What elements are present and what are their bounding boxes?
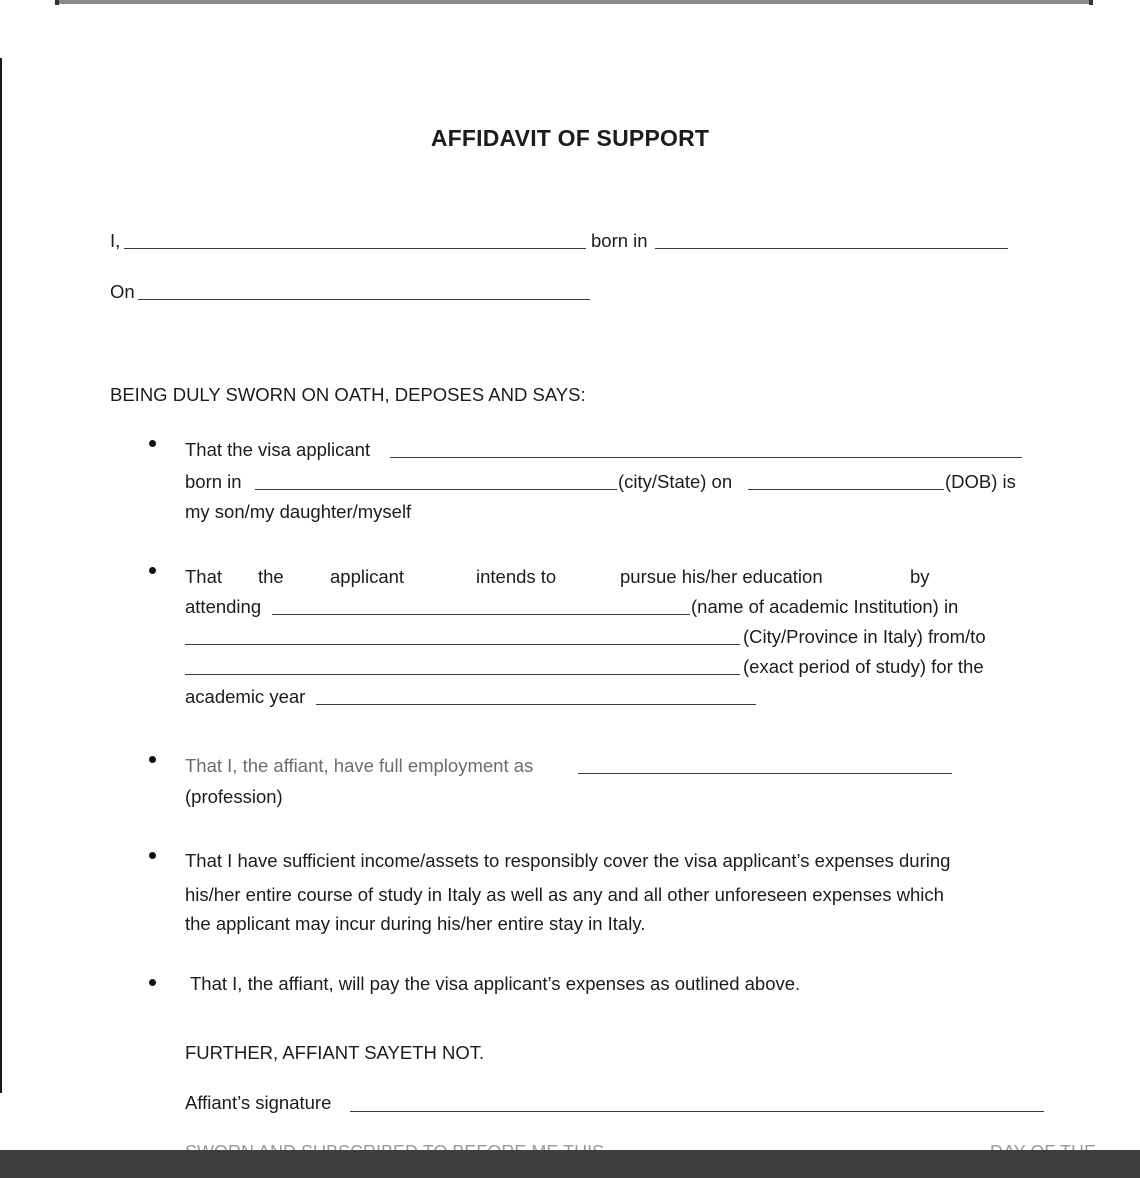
b1-dob-is: (DOB) is: [945, 471, 1016, 492]
b3-line2: (profession): [185, 786, 283, 807]
applicant-city-blank[interactable]: [255, 489, 617, 490]
b5-line1: That I, the affiant, will pay the visa applicant’s expenses as outlined above.: [190, 973, 801, 994]
affiant-birthplace-blank[interactable]: [655, 248, 1008, 249]
signature-label: Affiant’s signature: [185, 1092, 332, 1113]
bullet-point-4: [149, 852, 156, 859]
bottom-toolbar-strip: [0, 1150, 1140, 1178]
bullet-point-2: [149, 567, 156, 574]
b2-period: (exact period of study) for the: [743, 656, 984, 677]
b1-born-in: born in: [185, 471, 242, 492]
b4-line2: his/her entire course of study in Italy as well as any and all other unforeseen expenses which: [185, 884, 944, 905]
visa-applicant-name-blank[interactable]: [390, 457, 1022, 458]
document-title: AFFIDAVIT OF SUPPORT: [430, 125, 710, 151]
affiant-birthdate-blank[interactable]: [138, 299, 590, 300]
b2-word-intends: intends to: [476, 566, 557, 587]
b2-attending: attending: [185, 596, 262, 617]
b2-word-by: by: [910, 566, 930, 587]
b2-institution: (name of academic Institution) in: [691, 596, 959, 617]
b2-word-the: the: [258, 566, 284, 587]
b1-line3: my son/my daughter/myself: [185, 501, 412, 522]
b4-line3: the applicant may incur during his/her entire stay in Italy.: [185, 913, 646, 934]
academic-year-blank[interactable]: [316, 704, 756, 705]
bullet-point-1: [149, 440, 156, 447]
further-statement: FURTHER, AFFIANT SAYETH NOT.: [185, 1042, 485, 1063]
born-in-label: born in: [591, 230, 648, 251]
b2-word-pursue: pursue his/her education: [620, 566, 823, 587]
study-period-blank[interactable]: [185, 674, 740, 675]
b2-academic-year: academic year: [185, 686, 306, 707]
on-label: On: [110, 281, 135, 302]
b4-line1: That I have sufficient income/assets to responsibly cover the visa applicant’s expenses during: [185, 850, 951, 871]
b2-city-province: (City/Province in Italy) from/to: [743, 626, 986, 647]
b1-city-state-on: (city/State) on: [618, 471, 733, 492]
signature-blank[interactable]: [350, 1111, 1044, 1112]
bullet-point-5: [149, 979, 156, 986]
institution-name-blank[interactable]: [272, 614, 690, 615]
b2-word-applicant: applicant: [330, 566, 405, 587]
b1-line1: That the visa applicant: [185, 439, 371, 460]
b2-word-that: That: [185, 566, 223, 587]
b3-line1: That I, the affiant, have full employment as: [185, 755, 534, 776]
city-province-blank[interactable]: [185, 644, 740, 645]
i-label: I,: [110, 230, 121, 251]
profession-blank[interactable]: [578, 773, 952, 774]
affiant-name-blank[interactable]: [124, 248, 586, 249]
applicant-dob-blank[interactable]: [748, 489, 944, 490]
bullet-point-3: [149, 756, 156, 763]
oath-statement: BEING DULY SWORN ON OATH, DEPOSES AND SAYS:: [110, 384, 586, 405]
